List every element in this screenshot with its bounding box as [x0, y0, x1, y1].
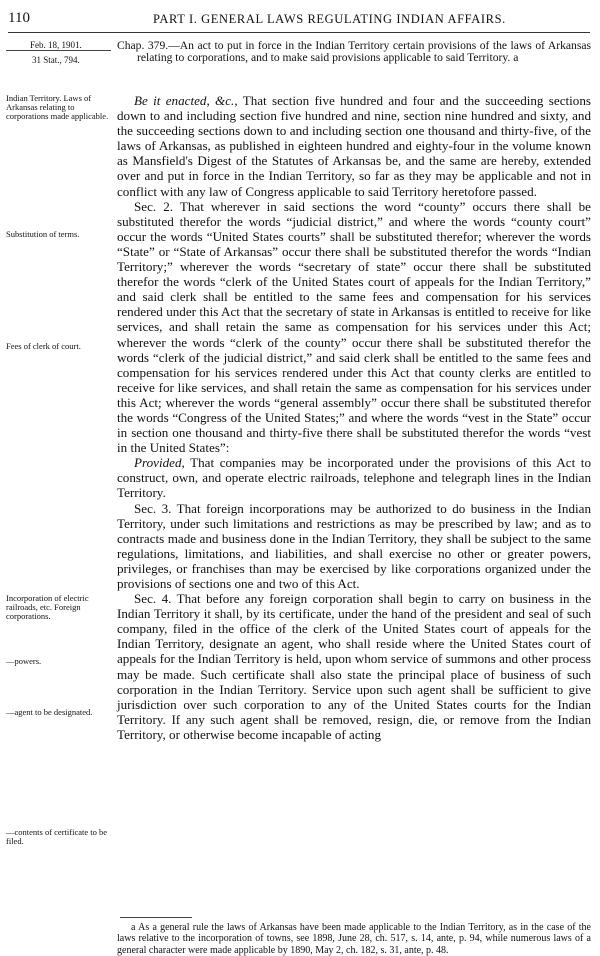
enacting-clause: Be it enacted, &c.,	[134, 93, 238, 108]
sidenote-powers: —powers.	[6, 656, 42, 666]
sidenote-substitution: Substitution of terms.	[6, 229, 80, 239]
sidenote-agent: —agent to be designated.	[6, 707, 93, 717]
section-1	[117, 93, 591, 199]
proviso	[117, 455, 591, 500]
section-3: Sec. 3. That foreign incorporations may be authorized to do business in the Indian Territory, under such limitations and restrictions as may be prescribed by law; and as to contracts made and business done in the Indian Territory, they shall be subject to the same regulations, limitations, and liabilities, and shall exercise no other or greater powers, privileges, or franchises than may be exercised by like corporations organized under the provisions of sections one and two of this Act.	[117, 500, 591, 591]
footnote-text: a As a general rule the laws of Arkansas have been made applicable to the Indian Territory, as in the case of the laws relative to the incorporation of towns, see 1898, June 28, ch. 517, s. 14, ante, p. 94, while numerous laws of a general character were made applicable by 1890, May 2, ch. 182, s. 31, ante, p. 48.	[117, 922, 591, 956]
running-title: PART I. GENERAL LAWS REGULATING INDIAN AFFAIRS.	[153, 12, 506, 26]
footnote-rule	[120, 917, 192, 918]
statute-body	[117, 93, 591, 742]
chapter-label: Chap. 379.	[117, 39, 169, 52]
section-2: Sec. 2. That wherever in said sections the word “county” occurs there shall be substituted therefor the words “judicial district,” and where the words “county court” occur the words “United States courts” shall be substituted therefor; wherever the words “State” or “State of Arkansas” occur there shall be substituted therefor the words “Indian Territory;” wherever the words “secretary of state” occur there shall be substituted therefor the words “clerk of the United States court of appeals for the Indian Territory,” and said clerk shall be entitled to the same fees and compensation for his services rendered under this Act that the secretary of state in Arkansas is entitled to receive for like services, and shall retain the same as compensation for his services under this Act; wherever the words “clerk of the county” occur there shall be substituted therefor the words “clerk of the judicial district,” and said clerk shall be entitled to the same fees and compensation for his services rendered under this Act that county clerks are entitled to receive for like services, and shall retain the same as compensation for his services under this Act; wherever the words “general assembly” occur there shall be substituted therefor the words “Congress of the United States;” and where the words “vest in the State” occur in section one thousand and thirty-five there shall be substituted therefor the words “vest in the United States”:	[117, 198, 591, 456]
chapter-title: —An act to put in force in the Indian Territory certain provisions of the laws of Arkansas relating to corporations, and to make said provisions applicable to said Territory. a	[137, 39, 591, 64]
sidenote-contents: —contents of certificate to be filed.	[6, 827, 108, 846]
proviso-text: That companies may be incorporated under the provisions of this Act to construct, own, and operate electric railroads, telephone and telegraph lines in the Indian Territory.	[117, 455, 591, 501]
sidenote-incorporation: Incorporation of electric railroads, etc. Foreign corporations.	[6, 593, 89, 621]
sidenote-rule	[6, 50, 111, 51]
sidenote-indian-territory: Indian Territory. Laws of Arkansas relating to corporations made applicable.	[6, 93, 109, 121]
chapter-heading	[117, 40, 591, 63]
proviso-label: Provided,	[134, 455, 185, 471]
section-1-text: That section five hundred and four and the succeeding sections down to and including section five hundred and nine, section nine hundred and sixty, and the succeeding sections down to and including section one thousand and thirty-five, of the laws of Arkansas, as published in eighteen hundred and eighty-four in the volume known as Mansfield's Digest of the Statutes of Arkansas be, and the same are hereby, extended over and put in force in the Indian Territory, so far as they may be applicable and not in conflict with any law of Congress applicable to said Territory heretofore passed.	[117, 93, 591, 199]
sidenote-statute: 31 Stat., 794.	[32, 55, 80, 65]
footnote	[117, 922, 591, 956]
header-rule	[8, 32, 590, 33]
page-header	[8, 10, 590, 30]
sidenote-date: Feb. 18, 1901.	[30, 40, 82, 50]
sidenote-fees: Fees of clerk of court.	[6, 341, 81, 351]
section-4: Sec. 4. That before any foreign corporation shall begin to carry on business in the Indian Territory it shall, by its certificate, under the hand of the president and seal of such company, filed in the office of the clerk of the United States court of appeals for the Indian Territory, designate an agent, who shall reside where the United States court of appeals for the Indian Territory is held, upon whom service of summons and other process may be made. Such certificate shall also state the principal place of business of such corporation in the Indian Territory. Service upon such agent shall be sufficient to give jurisdiction over such corporation to any of the United States courts for the Indian Territory. If any such agent shall be removed, resign, die, or remove from the Indian Territory, or otherwise become incapable of acting	[117, 591, 591, 742]
page-number: 110	[8, 10, 30, 26]
